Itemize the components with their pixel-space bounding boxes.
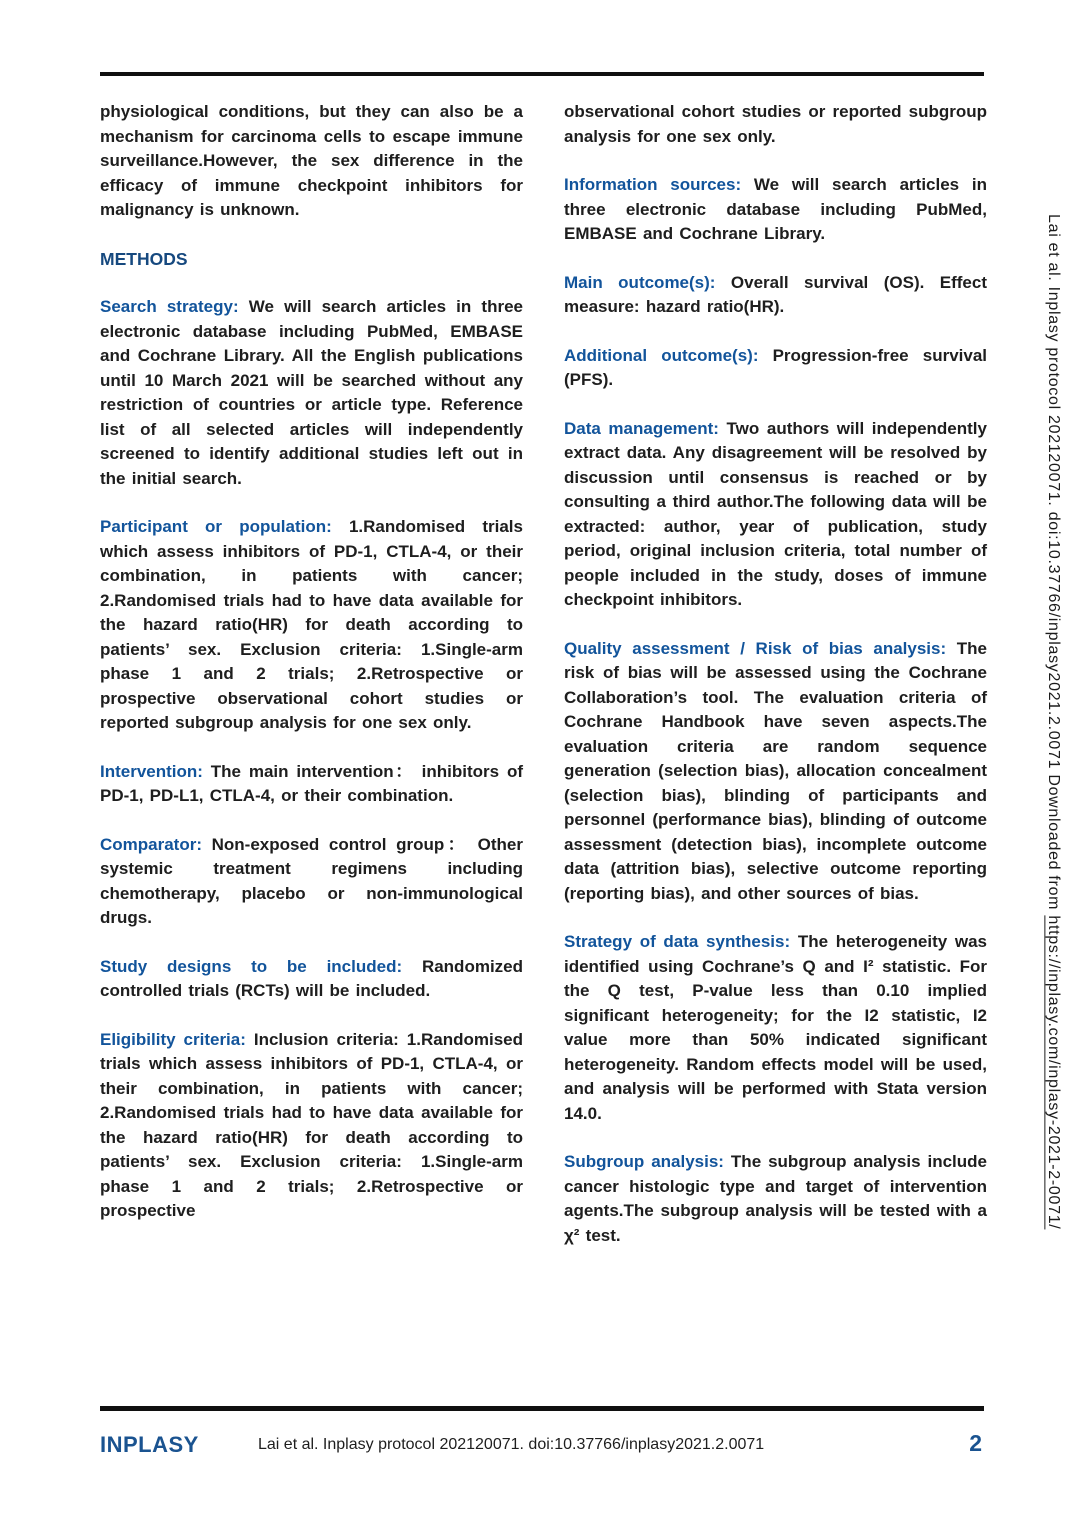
paragraph	[564, 1150, 987, 1248]
paragraph	[564, 344, 987, 393]
paragraph-text: Randomized controlled trials (RCTs) will be included.	[100, 956, 523, 1000]
section-label: Eligibility criteria:	[100, 1029, 254, 1049]
paragraph-text: We will search articles in three electronic database including PubMed, EMBASE and Cochrane Library. All the English publications until 10 March 2021 will be searched without any restriction of countries or article type. Reference list of all selected articles will independently screened to identify additional studies left out in the initial search.	[100, 297, 523, 488]
paragraph	[564, 930, 987, 1126]
paragraph-text: The main intervention： inhibitors of PD-1, PD-L1, CTLA-4, or their combination.	[100, 761, 523, 805]
paragraph	[564, 271, 987, 320]
section-heading: METHODS	[100, 248, 188, 269]
top-rule	[100, 72, 984, 76]
section-label: Search strategy:	[100, 297, 249, 316]
sidebar-citation-link[interactable]: https://inplasy.com/inplasy-2021-2-0071/	[1045, 915, 1062, 1230]
sidebar-citation-text: Lai et al. Inplasy protocol 202120071. doi:10.37766/inplasy2021.2.0071 Downloaded from	[1045, 214, 1062, 916]
paragraph	[100, 833, 523, 931]
section-label: Main outcome(s):	[564, 272, 731, 292]
paragraph-text: Non-exposed control group： Other systemic treatment regimens including chemotherapy, placebo or non-immunological drugs.	[100, 834, 523, 927]
section-label: Intervention:	[100, 761, 211, 781]
paragraph	[100, 100, 523, 223]
paragraph	[100, 1028, 523, 1224]
section-label: Strategy of data synthesis:	[564, 932, 798, 951]
page-number: 2	[969, 1430, 982, 1456]
section-label: Comparator:	[100, 834, 212, 854]
paragraph	[564, 100, 987, 149]
footer-citation: Lai et al. Inplasy protocol 202120071. doi:10.37766/inplasy2021.2.0071	[258, 1436, 765, 1453]
section-label: Additional outcome(s):	[564, 345, 773, 365]
paragraph	[564, 417, 987, 613]
section-label: Quality assessment / Risk of bias analysis:	[564, 638, 957, 658]
section-label: Participant or population:	[100, 517, 349, 536]
section-label: Study designs to be included:	[100, 956, 422, 976]
paragraph-text: Inclusion criteria: 1.Randomised trials which assess inhibitors of PD-1, CTLA-4, or their combination, in patients with cancer; 2.Randomised trials had to have data available for the hazard ratio(HR) for death according to patients’ sex. Exclusion criteria: 1.Single-arm phase 1 and 2 trials; 2.Retrospective or prospective	[100, 1029, 523, 1220]
sidebar-citation	[1044, 214, 1062, 1399]
section-label: Information sources:	[564, 175, 754, 194]
paragraph-text: Progression-free survival (PFS).	[564, 345, 988, 389]
paragraph	[564, 173, 987, 247]
paragraph-text: The heterogeneity was identified using Cochrane’s Q and I² statistic. For the Q test, P-value less than 0.10 implied significant heterogeneity; for the I2 statistic, I2 value more than 50% indicated significant heterogeneity. Random effects model will be used, and analysis will be performed with Stata version 14.0.	[564, 932, 987, 1123]
inplasy-logo: INPLASY	[100, 1432, 199, 1457]
paragraph-text: Overall survival (OS). Effect measure: hazard ratio(HR).	[564, 272, 988, 316]
paragraph	[100, 760, 523, 809]
paragraph-text: We will search articles in three electronic database including PubMed, EMBASE and Cochrane Library.	[564, 175, 987, 243]
paragraph	[100, 955, 523, 1004]
paragraph-text: physiological conditions, but they can also be a mechanism for carcinoma cells to escape immune surveillance.However, the sex difference in the efficacy of immune checkpoint inhibitors for malignancy is unknown.	[100, 102, 523, 219]
paragraph-text: The risk of bias will be assessed using the Cochrane Collaboration’s tool. The evaluation criteria of Cochrane Handbook have seven aspects.The evaluation criteria are random sequence generation (selection bias), allocation concealment (selection bias), blinding of participants and personnel (performance bias), blinding of outcome assessment (detection bias), incomplete outcome data (attrition bias), selective outcome reporting (reporting bias), and other sources of bias.	[564, 638, 987, 903]
footer-rule	[100, 1406, 984, 1411]
paragraph-text: observational cohort studies or reported subgroup analysis for one sex only.	[564, 102, 987, 146]
section-label: Data management:	[564, 418, 727, 438]
paragraph-text: Two authors will independently extract data. Any disagreement will be resolved by discussion until consensus is reached or by consulting a third author.The following data will be extracted: author, year of publication, study period, original inclusion criteria, total number of people included in the study, doses of immune checkpoint inhibitors.	[564, 418, 987, 609]
paragraph	[564, 637, 987, 907]
footer	[100, 1428, 984, 1476]
paragraph	[100, 515, 523, 736]
paragraph-text: 1.Randomised trials which assess inhibitors of PD-1, CTLA-4, or their combination, in patients with cancer; 2.Randomised trials had to have data available for the hazard ratio(HR) for death according to patients’ sex. Exclusion criteria: 1.Single-arm phase 1 and 2 trials; 2.Retrospective or prospective observational cohort studies or reported subgroup analysis for one sex only.	[100, 517, 523, 732]
paragraph	[100, 295, 523, 491]
right-column	[564, 100, 987, 1248]
section-label: Subgroup analysis:	[564, 1152, 731, 1171]
left-column	[100, 100, 523, 1224]
paragraph-text: The subgroup analysis include cancer histologic type and target of intervention agents.The subgroup analysis will be tested with a χ² test.	[564, 1152, 987, 1245]
